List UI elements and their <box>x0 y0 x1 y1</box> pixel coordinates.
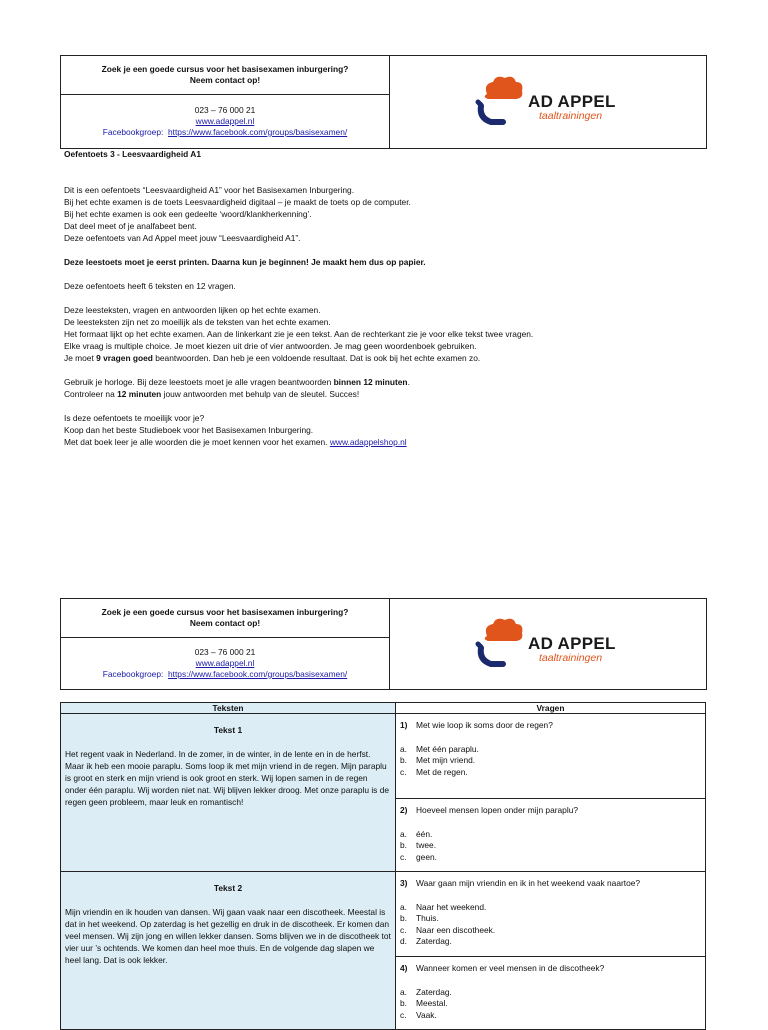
logo-subtitle: taaltrainingen <box>539 110 603 122</box>
score-note: Je moet 9 vragen goed beantwoorden. Dan heb je een voldoende resultaat. Dat is ook bij het echte examen zo. <box>64 353 481 363</box>
apple-cloud-icon <box>473 72 533 132</box>
contact-details <box>61 638 389 689</box>
table-row <box>61 872 706 957</box>
text-cell <box>61 714 396 872</box>
answer-option[interactable]: a. Zaterdag. <box>400 986 452 997</box>
answer-option[interactable]: b. Meestal. <box>400 998 448 1008</box>
question-text: Met wie loop ik soms door de regen? <box>416 720 553 730</box>
question: 2) Hoeveel mensen lopen onder mijn paraplu? a. één. b. twee. c. geen. <box>396 799 705 863</box>
facebook-link[interactable]: https://www.facebook.com/groups/basisexamen/ <box>167 127 348 137</box>
shop-link[interactable]: www.adappelshop.nl <box>329 437 407 447</box>
facebook-label: Facebookgroep: <box>102 127 164 137</box>
info-line: Het formaat lijkt op het echte examen. Aan de linkerkant zie je een tekst. Aan de rechterkant zie je voor elke tekst twee vragen. <box>64 329 534 339</box>
question-text: Waar gaan mijn vriendin en ik in het weekend vaak naartoe? <box>416 878 641 888</box>
answer-option[interactable]: c. geen. <box>400 851 437 862</box>
contact-panel <box>61 56 390 148</box>
promo-line2: Neem contact op! <box>189 75 261 85</box>
answer-option[interactable]: a. Met één paraplu. <box>400 743 479 754</box>
facebook-label: Facebookgroep: <box>102 669 164 679</box>
website-link[interactable]: www.adappel.nl <box>195 658 255 668</box>
apple-cloud-icon <box>473 614 533 674</box>
count-note: Deze oefentoets heeft 6 teksten en 12 vragen. <box>64 281 236 291</box>
info-line: Elke vraag is multiple choice. Je moet kiezen uit drie of vier antwoorden. Je mag geen woordenboek gebruiken. <box>64 341 477 351</box>
answer-option[interactable]: c. Met de regen. <box>400 766 468 777</box>
col-header-questions: Vragen <box>396 703 706 714</box>
reading-table <box>60 702 706 1030</box>
question-cell <box>396 957 706 1030</box>
facebook-row <box>103 127 347 138</box>
logo-panel <box>390 599 706 689</box>
ad-appel-logo <box>473 72 623 132</box>
text-cell <box>61 872 396 1030</box>
intro-section <box>64 148 684 448</box>
promo-block <box>61 56 389 95</box>
website-link[interactable]: www.adappel.nl <box>195 116 255 126</box>
contact-header-1 <box>60 55 707 149</box>
info-line: Deze leesteksten, vragen en antwoorden lijken op het echte examen. <box>64 305 321 315</box>
answer-option[interactable]: a. één. <box>400 828 433 839</box>
col-header-texts: Teksten <box>61 703 396 714</box>
page-title: Oefentoets 3 - Leesvaardigheid A1 <box>64 149 201 159</box>
promo-block <box>61 599 389 638</box>
text-title: Tekst 1 <box>213 725 243 735</box>
promo-line2: Neem contact op! <box>189 618 261 628</box>
check-note: Controleer na 12 minuten jouw antwoorden met behulp van de sleutel. Succes! <box>64 389 360 399</box>
info-line: De leesteksten zijn net zo moeilijk als de teksten van het echte examen. <box>64 317 331 327</box>
question: 3) Waar gaan mijn vriendin en ik in het weekend vaak naartoe? a. Naar het weekend. b. Thuis. c. Naar een discotheek. d. Zaterdag. <box>396 872 705 948</box>
intro-line: Bij het echte examen is ook een gedeelte ‘woord/klankherkenning’. <box>64 209 312 219</box>
intro-line: Deze oefentoets van Ad Appel meet jouw “Leesvaardigheid A1”. <box>64 233 301 243</box>
text-title: Tekst 2 <box>213 883 243 893</box>
answer-option[interactable]: d. Zaterdag. <box>400 936 452 946</box>
table-header-row <box>61 703 706 714</box>
question-text: Wanneer komen er veel mensen in de discotheek? <box>416 963 605 973</box>
text-body: Mijn vriendin en ik houden van dansen. Wij gaan vaak naar een discotheek. Meestal is dat in het weekend. Op zaterdag is het gezellig en druk in de discotheek. Er komen dan veel mensen. Wij zijn jong en willen lekker dansen. Soms blijven we in de discotheek tot vier uur ’s ochtends. We komen dan heel moe thuis. En de volgende dag slapen we heel lang. Dat is ook lekker. <box>65 907 391 965</box>
question: 4) Wanneer komen er veel mensen in de discotheek? a. Zaterdag. b. Meestal. c. Vaak. <box>396 957 705 1021</box>
question: 1) Met wie loop ik soms door de regen? a. Met één paraplu. b. Met mijn vriend. c. Met de regen. <box>396 714 705 778</box>
answer-option[interactable]: b. Thuis. <box>400 913 439 923</box>
shop-line: Met dat boek leer je alle woorden die je moet kennen voor het examen. www.adappelshop.nl <box>64 437 407 447</box>
logo-name: AD APPEL <box>528 92 616 111</box>
question-text: Hoeveel mensen lopen onder mijn paraplu? <box>416 805 579 815</box>
contact-details <box>61 95 389 148</box>
intro-line: Dat deel meet of je analfabeet bent. <box>64 221 197 231</box>
logo-name: AD APPEL <box>528 634 616 653</box>
answer-option[interactable]: b. twee. <box>400 840 437 850</box>
text-body: Het regent vaak in Nederland. In de zomer, in de winter, in de lente en in de herfst. Maar ik heb een mooie paraplu. Soms loop ik met mijn vriend in de regen. Mijn paraplu is groot en sterk en mijn vriend is ook groot en sterk. Wij lopen samen in de regen onder één paraplu. Wij worden niet nat. Wij blijven lekker droog. Met onze paraplu is de regen geen probleem, maar leuk en romantisch! <box>65 749 390 807</box>
logo-panel <box>390 56 706 148</box>
contact-panel <box>61 599 390 689</box>
question-cell <box>396 872 706 957</box>
answer-option[interactable]: b. Met mijn vriend. <box>400 755 476 765</box>
help-line: Is deze oefentoets te moeilijk voor je? <box>64 413 205 423</box>
question-cell <box>396 799 706 872</box>
answer-option[interactable]: c. Naar een discotheek. <box>400 924 496 935</box>
intro-line: Bij het echte examen is de toets Leesvaardigheid digitaal – je maakt de toets op de computer. <box>64 197 411 207</box>
phone-number: 023 – 76 000 21 <box>194 105 256 115</box>
time-note: Gebruik je horloge. Bij deze leestoets moet je alle vragen beantwoorden binnen 12 minuten. <box>64 377 410 387</box>
table-row <box>61 714 706 799</box>
answer-option[interactable]: a. Naar het weekend. <box>400 901 487 912</box>
print-note: Deze leestoets moet je eerst printen. Daarna kun je beginnen! Je maakt hem dus op papier. <box>64 257 426 267</box>
question-cell <box>396 714 706 799</box>
phone-number: 023 – 76 000 21 <box>194 647 256 657</box>
facebook-row <box>103 669 347 680</box>
ad-appel-logo <box>473 614 623 674</box>
facebook-link[interactable]: https://www.facebook.com/groups/basisexamen/ <box>167 669 348 679</box>
answer-option[interactable]: c. Vaak. <box>400 1009 437 1020</box>
logo-subtitle: taaltrainingen <box>539 652 603 664</box>
promo-line1: Zoek je een goede cursus voor het basisexamen inburgering? <box>101 607 349 617</box>
help-line: Koop dan het beste Studieboek voor het Basisexamen Inburgering. <box>64 425 314 435</box>
intro-line: Dit is een oefentoets “Leesvaardigheid A1” voor het Basisexamen Inburgering. <box>64 185 355 195</box>
contact-header-2 <box>60 598 707 690</box>
promo-line1: Zoek je een goede cursus voor het basisexamen inburgering? <box>101 64 349 74</box>
